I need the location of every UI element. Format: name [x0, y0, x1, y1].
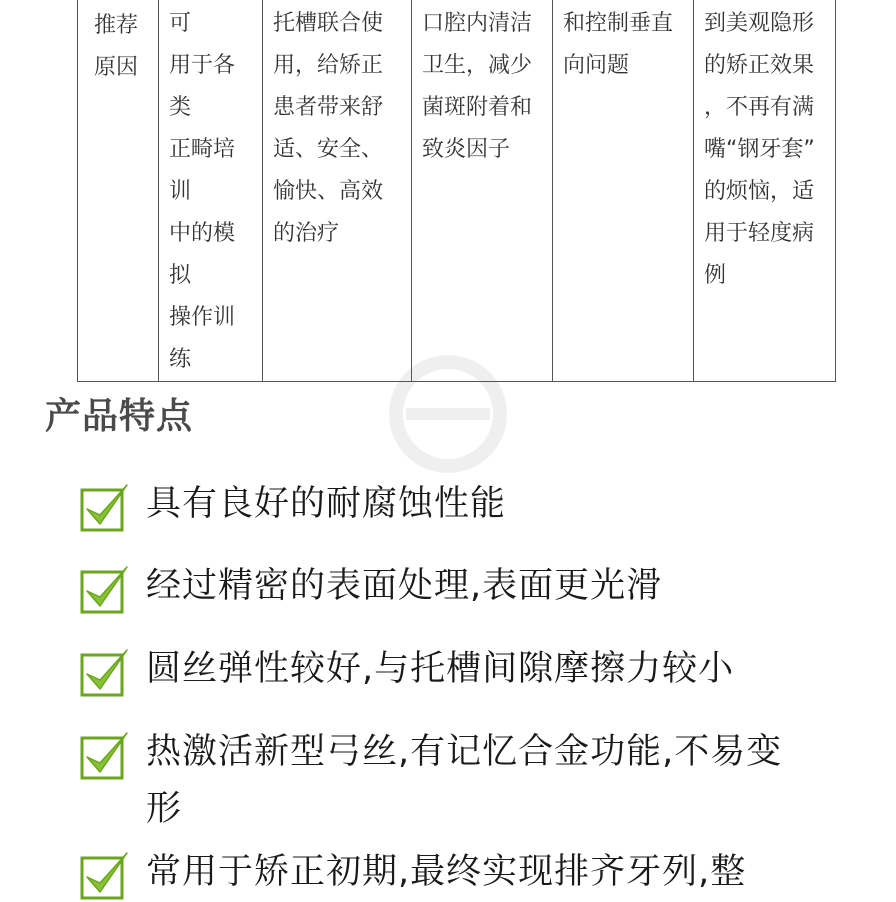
table-cell	[263, 0, 412, 382]
cell-text: 可 用于各类 正畸培训 中的模拟 操作训练	[169, 11, 236, 372]
feature-text: 具有良好的耐腐蚀性能	[146, 484, 507, 524]
cell-text: 口腔内清洁 卫生，减少 菌斑附着和 致炎因子	[422, 11, 533, 162]
cell-text: 到美观隐形 的矫正效果 ，不再有满 嘴“钢牙套” 的烦恼，适 用于轻度病 例	[704, 11, 815, 288]
feature-item	[80, 482, 816, 534]
table-cell	[694, 0, 836, 382]
table-cell	[159, 0, 263, 382]
recommendation-table	[77, 0, 836, 382]
row-label-cell	[78, 0, 159, 382]
cell-text: 和控制垂直 向问题	[563, 11, 674, 78]
feature-item	[80, 647, 816, 699]
table-row	[78, 0, 836, 382]
feature-item	[80, 564, 816, 616]
checkbox-check-icon	[80, 647, 130, 699]
feature-text: 常用于矫正初期,最终实现排齐牙列,整	[146, 852, 747, 892]
feature-text: 热激活新型弓丝,有记忆合金功能,不易变形	[146, 732, 783, 829]
checkbox-check-icon	[80, 730, 130, 782]
section-title: 产品特点	[45, 396, 194, 437]
feature-item	[80, 850, 816, 902]
checkbox-check-icon	[80, 850, 130, 902]
table-cell	[412, 0, 553, 382]
row-label: 推荐 原因	[94, 13, 139, 80]
table-cell	[553, 0, 694, 382]
feature-text: 圆丝弹性较好,与托槽间隙摩擦力较小	[146, 649, 735, 689]
cell-text: 托槽联合使 用，给矫正 患者带来舒 适、安全、 愉快、高效 的治疗	[273, 11, 384, 246]
checkbox-check-icon	[80, 564, 130, 616]
checkbox-check-icon	[80, 482, 130, 534]
feature-item	[80, 730, 816, 838]
feature-text: 经过精密的表面处理,表面更光滑	[146, 566, 663, 606]
